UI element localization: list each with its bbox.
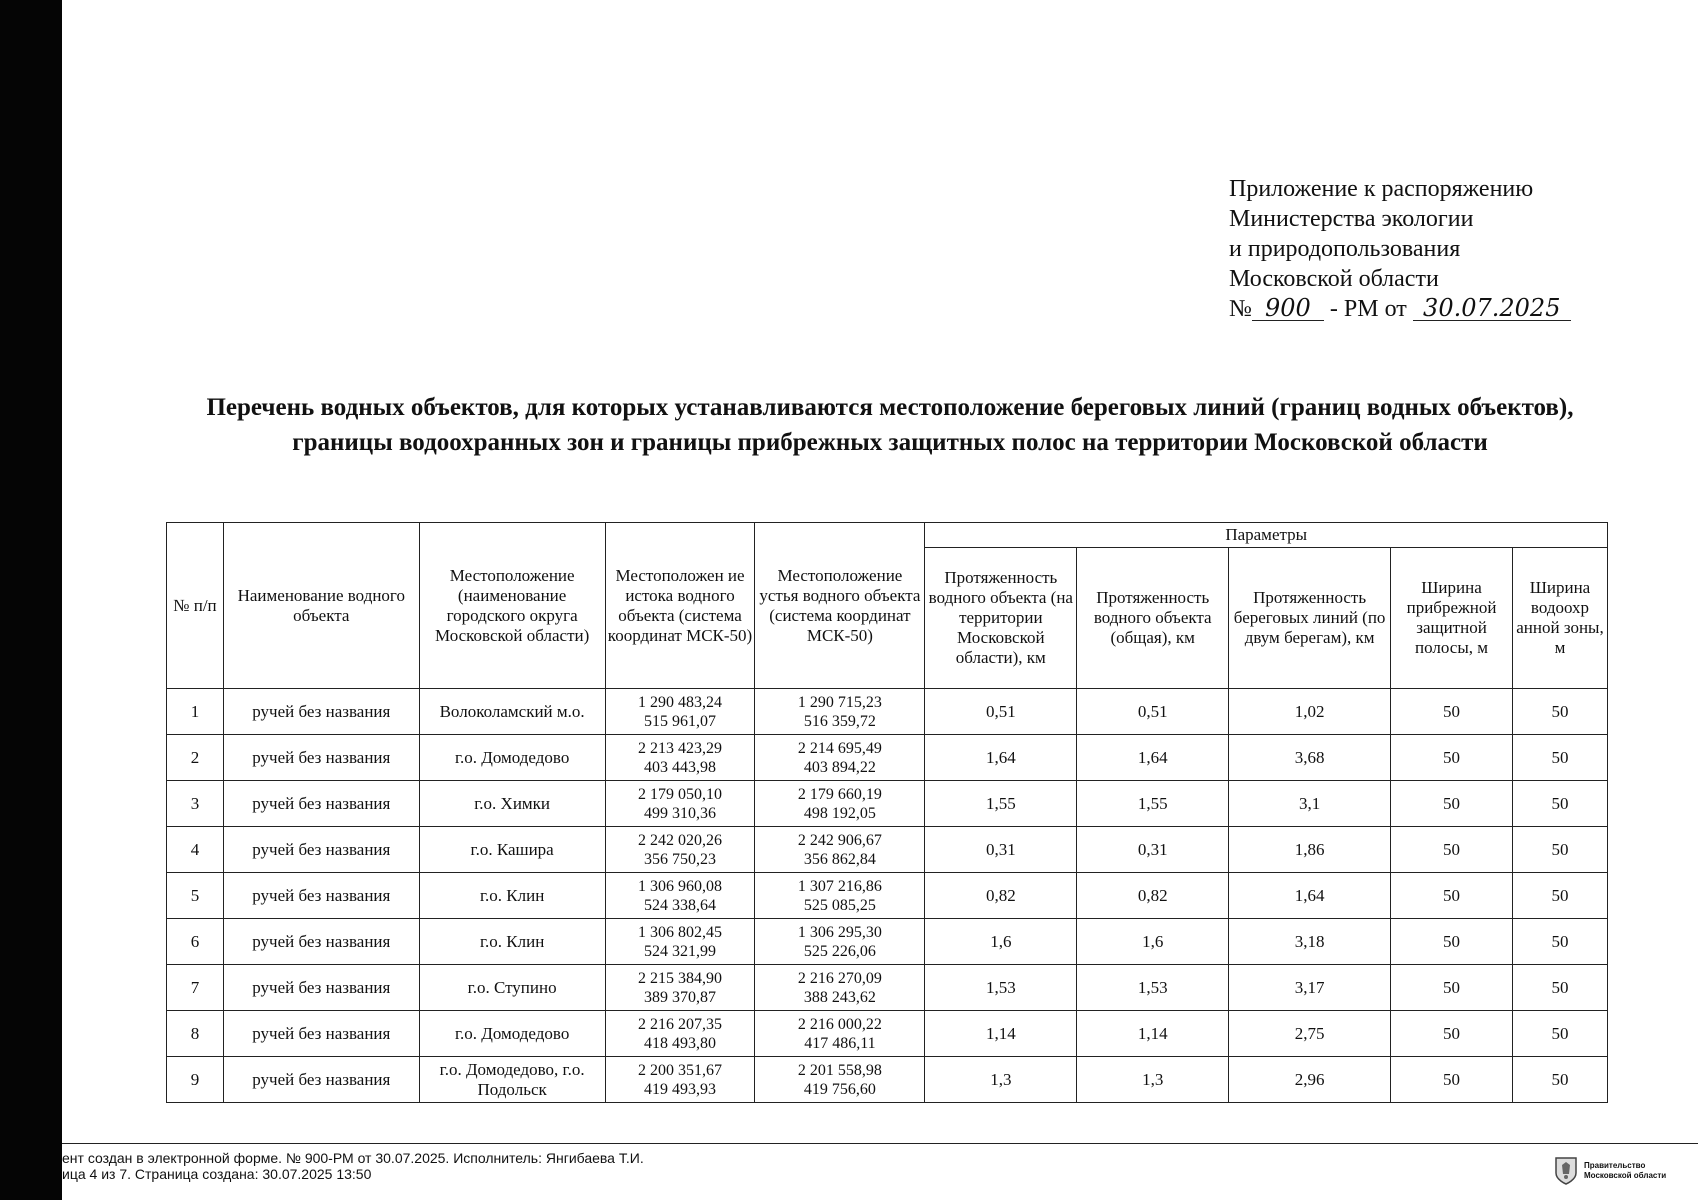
- cell-mouth: [755, 873, 925, 919]
- cell-len-total: 0,31: [1077, 827, 1229, 873]
- cell-len-region: 0,31: [925, 827, 1077, 873]
- coord-y: 516 359,72: [803, 712, 876, 730]
- table-row: [167, 827, 1608, 873]
- cell-source: [605, 873, 755, 919]
- table-row: [167, 689, 1608, 735]
- header-location: Местоположение (наименование городского округа Московской области): [419, 523, 605, 689]
- cell-len-total: 1,64: [1077, 735, 1229, 781]
- coat-of-arms-icon: [1553, 1156, 1579, 1186]
- cell-num: 5: [167, 873, 224, 919]
- cell-width-protect: 50: [1512, 1057, 1607, 1103]
- cell-len-shore: 3,17: [1229, 965, 1391, 1011]
- table-row: [167, 1011, 1608, 1057]
- cell-name: ручей без названия: [223, 735, 419, 781]
- footer-line-1: ент создан в электронной форме. № 900-РМ от 30.07.2025. Исполнитель: Янгибаева Т.И.: [62, 1150, 644, 1166]
- table-row: [167, 873, 1608, 919]
- cell-width-protect: 50: [1512, 689, 1607, 735]
- cell-width-protect: 50: [1512, 1011, 1607, 1057]
- coord-x: 1 306 960,08: [638, 877, 723, 895]
- coord-x: 2 216 207,35: [638, 1015, 723, 1033]
- gov-logo: [1553, 1154, 1698, 1188]
- cell-mouth: [755, 919, 925, 965]
- cell-name: ручей без названия: [223, 965, 419, 1011]
- table-row: [167, 919, 1608, 965]
- table-row: [167, 1057, 1608, 1103]
- cell-width-protect: 50: [1512, 781, 1607, 827]
- cell-mouth: [755, 689, 925, 735]
- cell-location: г.о. Кашира: [419, 827, 605, 873]
- coord-x: 2 215 384,90: [638, 969, 723, 987]
- coord-x: 2 213 423,29: [638, 739, 723, 757]
- coord-x: 1 306 802,45: [638, 923, 723, 941]
- cell-width-protect: 50: [1512, 735, 1607, 781]
- cell-width-coastal: 50: [1391, 689, 1513, 735]
- coord-y: 524 338,64: [644, 896, 717, 914]
- cell-mouth: [755, 781, 925, 827]
- order-type: - РМ от: [1329, 296, 1407, 322]
- cell-len-shore: 3,68: [1229, 735, 1391, 781]
- cell-width-protect: 50: [1512, 919, 1607, 965]
- document-title: Перечень водных объектов, для которых устанавливаются местоположение береговых линий (границ водных объектов), границы водоохранных зон и границы прибрежных защитных полос на территории Московской области: [206, 394, 1574, 456]
- cell-width-coastal: 50: [1391, 735, 1513, 781]
- cell-location: г.о. Домодедово: [419, 735, 605, 781]
- coord-y: 388 243,62: [803, 988, 876, 1006]
- cell-len-region: 1,53: [925, 965, 1077, 1011]
- cell-len-shore: 1,02: [1229, 689, 1391, 735]
- coord-x: 2 201 558,98: [797, 1061, 882, 1079]
- header-width-protect: Ширина водоохр анной зоны, м: [1512, 548, 1607, 689]
- cell-width-protect: 50: [1512, 965, 1607, 1011]
- cell-len-total: 1,14: [1077, 1011, 1229, 1057]
- coord-y: 525 226,06: [803, 942, 876, 960]
- cell-len-total: 1,53: [1077, 965, 1229, 1011]
- number-sign: №: [1229, 296, 1252, 322]
- cell-num: 2: [167, 735, 224, 781]
- cell-num: 4: [167, 827, 224, 873]
- coord-x: 1 290 715,23: [797, 693, 882, 711]
- cell-len-total: 1,3: [1077, 1057, 1229, 1103]
- cell-len-region: 1,64: [925, 735, 1077, 781]
- coord-y: 389 370,87: [644, 988, 717, 1006]
- appendix-header: [1229, 174, 1649, 324]
- cell-len-region: 0,51: [925, 689, 1077, 735]
- coord-y: 419 493,93: [644, 1080, 717, 1098]
- cell-mouth: [755, 735, 925, 781]
- cell-name: ручей без названия: [223, 689, 419, 735]
- cell-num: 9: [167, 1057, 224, 1103]
- cell-len-shore: 3,1: [1229, 781, 1391, 827]
- cell-len-total: 1,55: [1077, 781, 1229, 827]
- cell-width-protect: 50: [1512, 873, 1607, 919]
- coord-y: 417 486,11: [804, 1034, 876, 1052]
- cell-location: г.о. Химки: [419, 781, 605, 827]
- cell-width-protect: 50: [1512, 827, 1607, 873]
- coord-y: 419 756,60: [803, 1080, 876, 1098]
- cell-location: г.о. Ступино: [419, 965, 605, 1011]
- cell-len-shore: 3,18: [1229, 919, 1391, 965]
- coord-x: 2 216 270,09: [797, 969, 882, 987]
- cell-location: г.о. Домодедово: [419, 1011, 605, 1057]
- coord-y: 403 443,98: [644, 758, 717, 776]
- cell-location: г.о. Клин: [419, 919, 605, 965]
- coord-x: 2 216 000,22: [797, 1015, 882, 1033]
- water-objects-table: [166, 522, 1608, 1103]
- cell-width-coastal: 50: [1391, 781, 1513, 827]
- cell-mouth: [755, 827, 925, 873]
- cell-len-shore: 2,75: [1229, 1011, 1391, 1057]
- cell-mouth: [755, 1011, 925, 1057]
- cell-source: [605, 689, 755, 735]
- cell-len-region: 1,14: [925, 1011, 1077, 1057]
- header-len-total: Протяженность водного объекта (общая), км: [1077, 548, 1229, 689]
- gov-logo-line-1: Правительство: [1584, 1161, 1646, 1170]
- cell-len-region: 1,55: [925, 781, 1077, 827]
- cell-len-region: 0,82: [925, 873, 1077, 919]
- coord-x: 1 307 216,86: [797, 877, 882, 895]
- table-row: [167, 735, 1608, 781]
- handwritten-order-date: 30.07.2025: [1413, 296, 1571, 321]
- header-width-coastal: Ширина прибрежной защитной полосы, м: [1391, 548, 1513, 689]
- header-mouth: Местоположение устья водного объекта (система координат МСК-50): [755, 523, 925, 689]
- cell-name: ручей без названия: [223, 1057, 419, 1103]
- cell-source: [605, 1011, 755, 1057]
- cell-source: [605, 919, 755, 965]
- coord-y: 356 750,23: [644, 850, 717, 868]
- cell-len-shore: 2,96: [1229, 1057, 1391, 1103]
- coord-y: 498 192,05: [803, 804, 876, 822]
- coord-x: 2 179 660,19: [797, 785, 882, 803]
- coord-x: 2 179 050,10: [638, 785, 723, 803]
- appendix-line: Приложение к распоряжению: [1229, 176, 1534, 202]
- footer-line-2: ица 4 из 7. Страница создана: 30.07.2025 13:50: [62, 1166, 372, 1182]
- cell-len-total: 0,82: [1077, 873, 1229, 919]
- coord-x: 2 214 695,49: [797, 739, 882, 757]
- cell-source: [605, 965, 755, 1011]
- cell-num: 8: [167, 1011, 224, 1057]
- cell-width-coastal: 50: [1391, 1057, 1513, 1103]
- coord-y: 499 310,36: [644, 804, 717, 822]
- cell-name: ручей без названия: [223, 827, 419, 873]
- cell-location: г.о. Клин: [419, 873, 605, 919]
- footer-divider: [62, 1143, 1698, 1144]
- scan-left-edge: [0, 0, 62, 1200]
- cell-name: ручей без названия: [223, 1011, 419, 1057]
- cell-location: г.о. Домодедово, г.о. Подольск: [419, 1057, 605, 1103]
- cell-width-coastal: 50: [1391, 1011, 1513, 1057]
- cell-num: 3: [167, 781, 224, 827]
- coord-y: 418 493,80: [644, 1034, 717, 1052]
- cell-num: 7: [167, 965, 224, 1011]
- header-source: Местоположен ие истока водного объекта (система координат МСК-50): [605, 523, 755, 689]
- cell-location: Волоколамский м.о.: [419, 689, 605, 735]
- coord-y: 403 894,22: [803, 758, 876, 776]
- electronic-footer: [62, 1150, 1062, 1182]
- cell-source: [605, 735, 755, 781]
- cell-len-shore: 1,86: [1229, 827, 1391, 873]
- cell-source: [605, 827, 755, 873]
- coord-x: 2 242 020,26: [638, 831, 723, 849]
- cell-width-coastal: 50: [1391, 873, 1513, 919]
- cell-width-coastal: 50: [1391, 827, 1513, 873]
- table-row: [167, 781, 1608, 827]
- header-num: № п/п: [167, 523, 224, 689]
- header-len-shore: Протяженность береговых линий (по двум берегам), км: [1229, 548, 1391, 689]
- cell-len-total: 1,6: [1077, 919, 1229, 965]
- cell-len-region: 1,6: [925, 919, 1077, 965]
- cell-name: ручей без названия: [223, 781, 419, 827]
- cell-name: ручей без названия: [223, 919, 419, 965]
- appendix-line: Министерства экологии: [1229, 206, 1474, 232]
- appendix-line: и природопользования: [1229, 236, 1461, 262]
- cell-len-total: 0,51: [1077, 689, 1229, 735]
- cell-name: ручей без названия: [223, 873, 419, 919]
- table-row: [167, 965, 1608, 1011]
- order-number-line: [1229, 294, 1649, 324]
- coord-x: 2 200 351,67: [638, 1061, 723, 1079]
- coord-y: 515 961,07: [644, 712, 717, 730]
- cell-len-region: 1,3: [925, 1057, 1077, 1103]
- cell-width-coastal: 50: [1391, 965, 1513, 1011]
- coord-x: 1 306 295,30: [797, 923, 882, 941]
- cell-width-coastal: 50: [1391, 919, 1513, 965]
- cell-num: 1: [167, 689, 224, 735]
- coord-x: 1 290 483,24: [638, 693, 723, 711]
- coord-y: 356 862,84: [803, 850, 876, 868]
- cell-mouth: [755, 965, 925, 1011]
- cell-num: 6: [167, 919, 224, 965]
- coord-y: 524 321,99: [644, 942, 717, 960]
- gov-logo-text: [1584, 1161, 1666, 1181]
- header-name: Наименование водного объекта: [223, 523, 419, 689]
- cell-mouth: [755, 1057, 925, 1103]
- coord-x: 2 242 906,67: [797, 831, 882, 849]
- header-len-region: Протяженность водного объекта (на территории Московской области), км: [925, 548, 1077, 689]
- cell-len-shore: 1,64: [1229, 873, 1391, 919]
- handwritten-order-number: 900: [1252, 296, 1324, 321]
- header-params: Параметры: [925, 523, 1608, 548]
- gov-logo-line-2: Московской области: [1584, 1171, 1667, 1180]
- appendix-line: Московской области: [1229, 266, 1439, 292]
- cell-source: [605, 781, 755, 827]
- cell-source: [605, 1057, 755, 1103]
- coord-y: 525 085,25: [803, 896, 876, 914]
